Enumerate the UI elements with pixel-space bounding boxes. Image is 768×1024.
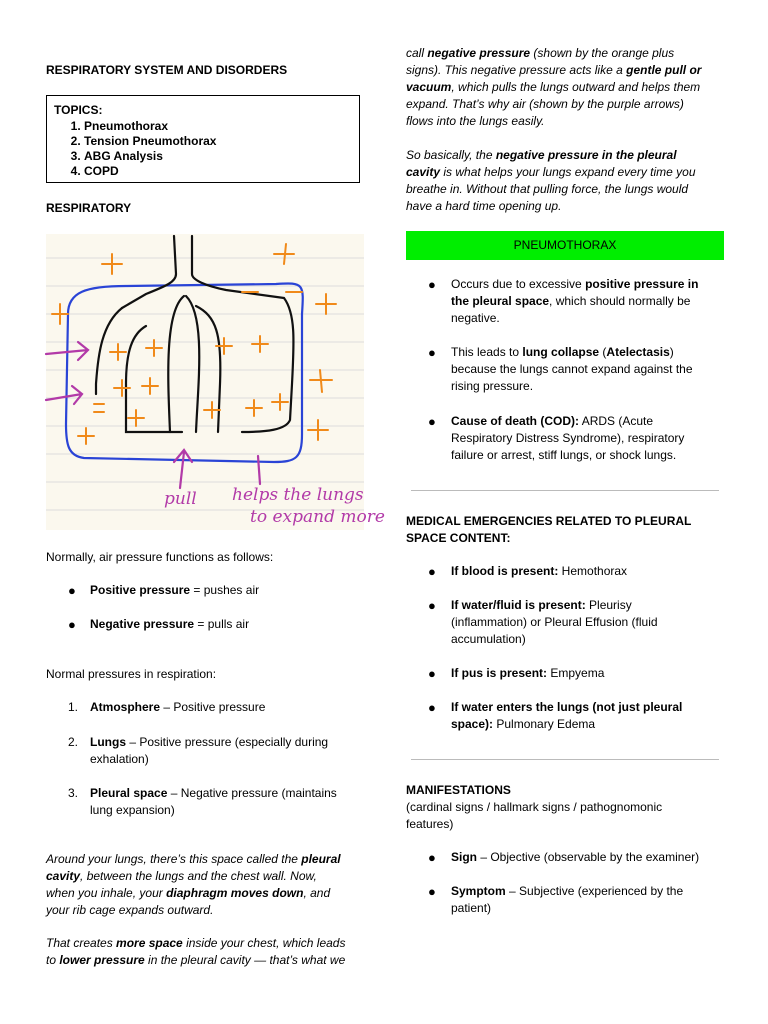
topics-box (46, 95, 360, 183)
bullet-dot: ● (428, 414, 436, 429)
list-term: Lungs (90, 735, 126, 749)
list-desc-cont: lung expansion) (90, 803, 175, 817)
lung-pressure-diagram (46, 234, 385, 530)
bullet-dot: ● (428, 700, 436, 715)
manifestations-subtitle-cont: features) (406, 817, 454, 831)
list-number: 3. (68, 786, 79, 800)
list-item: ● This leads to lung collapse (Atelectasis) because the lungs cannot expand against the rising pressure. (428, 345, 693, 393)
bullet-dot: ● (428, 345, 436, 360)
bullet-dot: ● (68, 617, 76, 632)
manifestations-subtitle: (cardinal signs / hallmark signs / pathognomonic (406, 800, 663, 814)
pneumothorax-banner: PNEUMOTHORAX (406, 231, 724, 260)
label-helps-lungs: helps the lungs (232, 485, 364, 505)
list-desc: – Positive pressure (especially during (126, 735, 329, 749)
bullet-dot: ● (428, 564, 436, 579)
bullet-dot: ● (428, 277, 436, 292)
list-desc-cont: exhalation) (90, 752, 149, 766)
paragraph-negative-pressure: call negative pressure (shown by the orange plus signs). This negative pressure acts like a gentle pull or vacuum, which pulls the lungs outward and helps them expand. That’s why air (shown by the purple arrows) flows into the lungs easily. (406, 46, 702, 128)
list-item (46, 785, 364, 819)
list-item (46, 734, 364, 768)
bullet-dot: ● (68, 583, 76, 598)
list-item: ● Symptom – Subjective (experienced by the patient) (428, 884, 684, 915)
air-arrow-bottom (46, 386, 82, 404)
bullet-term: Positive pressure (90, 583, 191, 597)
list-item: ● Occurs due to excessive positive pressure in the pleural space, which should normally be negative. (428, 277, 699, 325)
list-term: Atmosphere (90, 700, 161, 714)
label-expand-more: to expand more (250, 507, 385, 527)
list-term: Pleural space (90, 786, 168, 800)
bullet-dot: ● (428, 850, 436, 865)
list-number: 1. (68, 700, 79, 714)
list-item: ● Sign – Objective (observable by the examiner) (428, 850, 700, 865)
manifestations-section (406, 782, 724, 833)
bullet-dot: ● (428, 666, 436, 681)
trachea-left (122, 236, 176, 308)
expand-arrow (258, 456, 260, 484)
topics-list (54, 119, 352, 179)
pleural-border (66, 283, 303, 462)
document-title: RESPIRATORY SYSTEM AND DISORDERS (46, 63, 288, 77)
list-desc: – Negative pressure (maintains (167, 786, 337, 800)
divider (411, 490, 719, 491)
center-bronchus-l (168, 296, 184, 432)
paragraph-pleural-cavity: Around your lungs, there’s this space called the pleural cavity, between the lungs and the chest wall. Now, when you inhale, your diaphragm moves down, and your rib cage expands outward. (46, 852, 341, 917)
topic-item: 4. COPD (84, 164, 352, 179)
center-bronchus-r (186, 296, 199, 432)
bullet-dot: ● (428, 598, 436, 613)
trachea-right (192, 236, 284, 298)
bullet-desc: = pushes air (190, 583, 260, 597)
topic-item: 3. ABG Analysis (84, 149, 352, 164)
topics-label: TOPICS: (54, 103, 103, 117)
bullet-dot: ● (428, 884, 436, 899)
section-heading-respiratory: RESPIRATORY (46, 201, 132, 215)
topic-item: 2. Tension Pneumothorax (84, 134, 352, 149)
air-pressure-intro: Normally, air pressure functions as follows: (46, 550, 274, 564)
topic-item: 1. Pneumothorax (84, 119, 352, 134)
list-desc: – Positive pressure (160, 700, 266, 714)
list-item: ● If blood is present: Hemothorax (428, 564, 628, 579)
list-item: ● If pus is present: Empyema (428, 666, 605, 681)
bullet-term: Negative pressure (90, 617, 195, 631)
label-pull: pull (164, 489, 197, 509)
paragraph-basically: So basically, the negative pressure in the pleural cavity is what helps your lungs expand every time you breathe in. Without that pulling force, the lungs would have a hard time opening up. (406, 148, 696, 213)
paragraph-more-space: That creates more space inside your chest, which leads to lower pressure in the pleural cavity — that’s what we (46, 936, 346, 967)
list-item: ● Cause of death (COD): ARDS (Acute Respiratory Distress Syndrome), respiratory failure or arrest, stiff lungs, or shock lungs. (428, 414, 685, 462)
divider (411, 759, 719, 760)
emergencies-heading: MEDICAL EMERGENCIES RELATED TO PLEURAL SPACE CONTENT: (406, 514, 692, 545)
manifestations-heading: MANIFESTATIONS (406, 783, 511, 797)
right-lung (242, 298, 294, 432)
list-item: ● If water/fluid is present: Pleurisy (inflammation) or Pleural Effusion (fluid accumulation) (428, 598, 658, 646)
bullet-desc: = pulls air (194, 617, 250, 631)
normal-pressures-intro: Normal pressures in respiration: (46, 667, 217, 681)
list-number: 2. (68, 735, 79, 749)
list-item: ● If water enters the lungs (not just pleural space): Pulmonary Edema (428, 700, 683, 731)
